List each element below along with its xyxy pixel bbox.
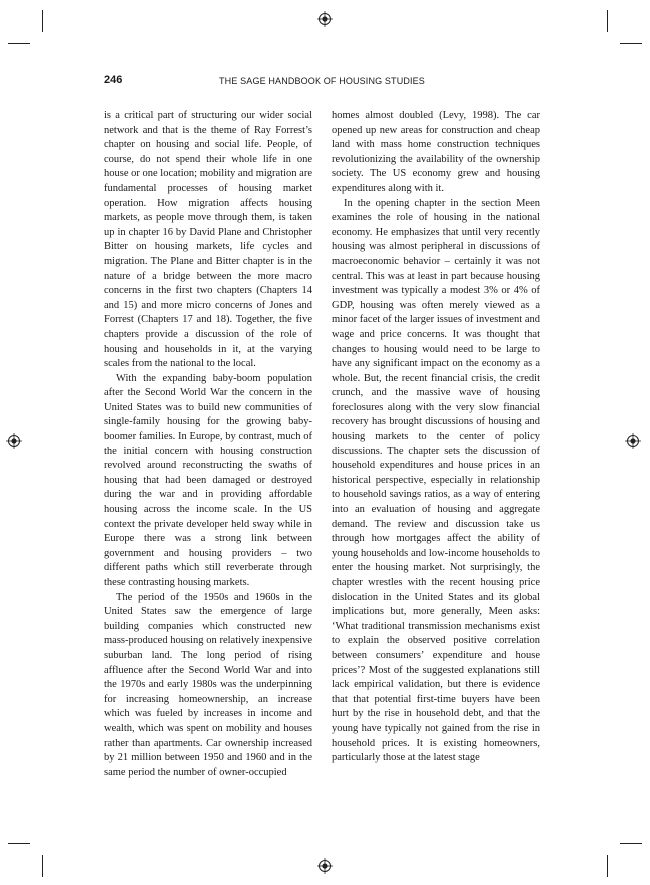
- paragraph: With the expanding baby-boom population after the Second World War the concern in the United States was to build new communities of single-family housing for the growing baby-boomer families. In Europe, by contrast, much of the initial concern with housing construction revolved around reconstructing the swaths of housing that had been damaged or destroyed during the war and in providing affordable housing across the income scale. In the US context the private developer held sway while in Europe there was a strong link between government and housing providers – two different paths which still reverberate through these contrasting housing markets.: [104, 372, 312, 588]
- paragraph: is a critical part of structuring our wider social network and that is the theme of Ray Forrest’s chapter on housing and social life. People, of course, do not spend their whole life in one house or one location; mobility and migration are fundamental processes of housing market operation. How migration affects housing markets, as people move through them, is taken up in chapter 16 by David Plane and Christopher Bitter on housing markets, life cycles and migration. The Plane and Bitter chapter is in the nature of a bridge between the more macro concerns in the first two chapters (Chapters 14 and 15) and more micro concerns of Jones and Forrest (Chapters 17 and 18). Together, the five chapters provide a discussion of the role of housing and households in it, at the varying scales from the national to the local.: [104, 110, 312, 370]
- crop-mark: [607, 10, 608, 32]
- crop-mark: [607, 855, 608, 877]
- registration-mark-icon: [625, 433, 641, 449]
- crop-mark: [8, 43, 30, 44]
- paragraph: homes almost doubled (Levy, 1998). The car opened up new areas for construction and cheap land with mass home construction techniques revolutionizing the availability of the ownership society. The US economy grew and housing expenditures along with it.: [332, 110, 540, 194]
- crop-mark: [42, 10, 43, 32]
- registration-mark-icon: [317, 858, 333, 874]
- crop-mark: [8, 843, 30, 844]
- registration-mark-icon: [317, 11, 333, 27]
- page-number: 246: [104, 74, 123, 86]
- paragraph: The period of the 1950s and 1960s in the United States saw the emergence of large building companies which constructed new mass-produced housing on relatively inexpensive suburban land. The long period of rising affluence after the Second World War and into the 1970s and early 1980s was the underpinning for increasing homeownership, an increase which was fueled by increases in income and wealth, which was spent on mobility and houses rather than apartments. Car ownership increased by 21 million between 1950 and 1960 and in the same period the number of owner-occupied: [104, 591, 312, 778]
- crop-mark: [42, 855, 43, 877]
- running-title: THE SAGE HANDBOOK OF HOUSING STUDIES: [219, 76, 425, 86]
- crop-mark: [620, 843, 642, 844]
- paragraph: In the opening chapter in the section Meen examines the role of housing in the national economy. He emphasizes that until very recently housing was almost peripheral in discussions of macroeconomic behavior – certainly it was not central. This was at least in part because housing investment was typically a modest 3% or 4% of GDP, housing was often merely viewed as a minor facet of the larger issues of investment and wage and price concerns. It was thought that changes to housing would need to be large to have any significant impact on the economy as a whole. But, the recent financial crisis, the credit crunch, and the massive wave of housing foreclosures along with the very slow financial recovery has brought discussions of housing and housing markets to the center of policy discussions. The chapter sets the discussion of household expenditures and house prices in an historical perspective, especially in relationship to household savings ratios, as a way of entering into an evaluation of housing and aggregate demand. The review and discussion take us through how mortgages affect the ability of young households and low-income households to enter the housing market. Not surprisingly, the chapter wrestles with the recent housing price dislocation in the United States and its global implications but, more generally, Meen asks: ‘What traditional transmission mechanisms exist to explain the observed positive correlation between consumers’ expenditure and house prices’? Most of the suggested explanations still lack empirical validation, but there is evidence that that potential first-time buyers have been hurt by the rise in household debt, and that the young have typically not gained from the rise in household prices. It is existing homeowners, particularly those at the latest stage: [332, 197, 540, 764]
- crop-mark: [620, 43, 642, 44]
- text-column-right: [332, 109, 540, 766]
- registration-mark-icon: [6, 433, 22, 449]
- text-column-left: [104, 109, 312, 780]
